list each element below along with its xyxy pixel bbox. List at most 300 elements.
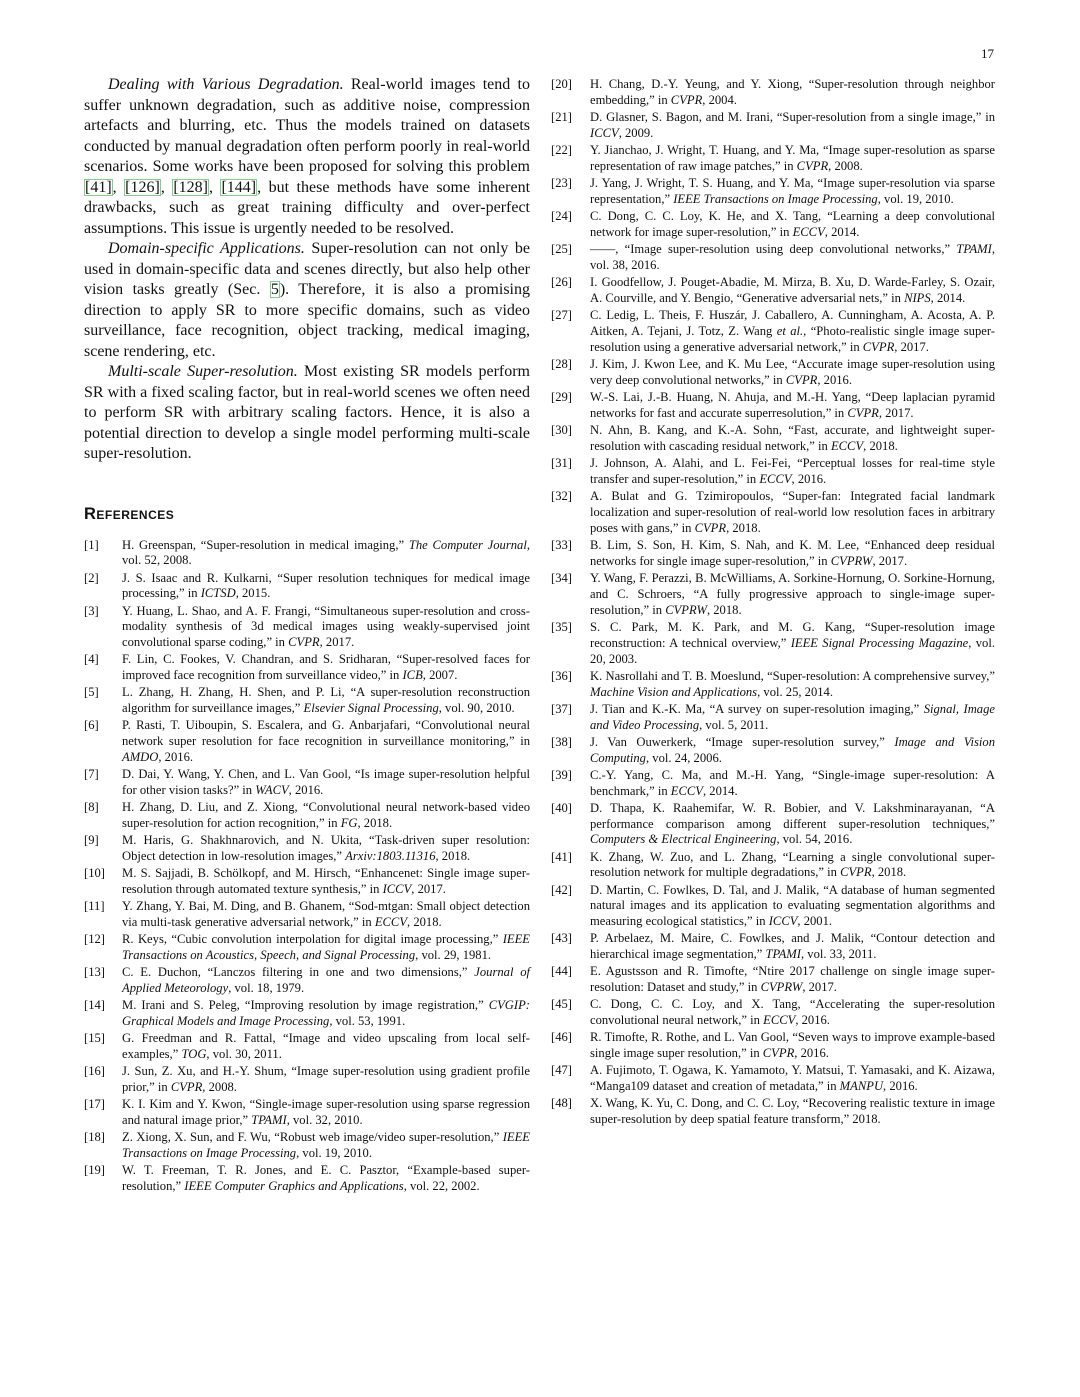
reference-body: , vol. 20, 2003. — [590, 635, 995, 666]
reference-body: Y. Huang, L. Shao, and A. F. Frangi, “Simultaneous super-resolution and cross-modality synthesis of 3d medical images using weakly-supervised joint convolutional sparse coding,” in — [122, 603, 530, 650]
body-paragraph — [84, 75, 530, 239]
reference-text — [122, 1097, 530, 1129]
reference-body: H. Chang, D.-Y. Yeung, and Y. Xiong, “Super-resolution through neighbor embedding,” in — [590, 77, 995, 107]
reference-venue: Machine Vision and Applications — [590, 684, 758, 699]
reference-venue: CVPRW — [830, 553, 873, 568]
reference-body: C.-Y. Yang, C. Ma, and M.-H. Yang, “Single-image super-resolution: A benchmark,” in — [590, 767, 995, 798]
reference-entry — [84, 1163, 530, 1195]
reference-entry — [84, 833, 530, 865]
reference-entry — [551, 390, 995, 422]
reference-body: X. Wang, K. Yu, C. Dong, and C. C. Loy, “Recovering realistic texture in image super-resolution by deep spatial feature transform,” 2018. — [590, 1096, 995, 1127]
reference-entry — [84, 800, 530, 832]
reference-text — [122, 538, 530, 570]
reference-entry — [551, 242, 995, 274]
reference-text — [590, 735, 995, 767]
reference-body: P. Rasti, T. Uiboupin, S. Escalera, and G. Anbarjafari, “Convolutional neural network super resolution for face recognition in surveillance monitoring,” in — [122, 718, 530, 749]
reference-body: , 2017. — [319, 635, 355, 650]
reference-body: , 2016. — [883, 1079, 918, 1094]
reference-text — [590, 110, 995, 142]
reference-text — [590, 997, 995, 1029]
reference-list-right — [551, 77, 995, 1128]
reference-body: Z. Xiong, X. Sun, and F. Wu, “Robust web image/video super-resolution,” — [122, 1130, 503, 1145]
reference-number: [1] — [84, 537, 99, 552]
reference-entry — [551, 931, 995, 963]
reference-venue: CVPR — [862, 339, 895, 354]
reference-venue: IEEE Signal Processing Magazine — [790, 635, 969, 650]
reference-number: [42] — [551, 882, 572, 897]
reference-body: , vol. 32, 2010. — [286, 1113, 363, 1128]
reference-number: [34] — [551, 570, 572, 585]
reference-venue: ICCV — [382, 882, 412, 897]
paragraph-text: Real-world images tend to suffer unknown degradation, such as additive noise, compression artefacts and blurring, etc. Thus the models trained on datasets conducted by manual degradation often perform poorly in real-world scenarios. Some works have been proposed for solving this problem — [84, 76, 530, 175]
reference-number: [5] — [84, 685, 99, 700]
reference-entry — [551, 456, 995, 488]
reference-body: J. Yang, J. Wright, T. S. Huang, and Y. Ma, “Image super-resolution via sparse representation,” — [590, 176, 995, 206]
page-number: 17 — [981, 46, 994, 61]
reference-body: J. Sun, Z. Xu, and H.-Y. Shum, “Image super-resolution using gradient profile prior,” in — [122, 1064, 530, 1095]
reference-venue: AMDO — [122, 750, 159, 765]
reference-number: [40] — [551, 800, 572, 815]
reference-body: Y. Wang, F. Perazzi, B. McWilliams, A. Sorkine-Hornung, O. Sorkine-Hornung, and C. Schroers, “A fully progressive approach to single-image super-resolution,” in — [590, 570, 995, 617]
reference-number: [45] — [551, 997, 572, 1012]
reference-body: , 2008. — [828, 158, 863, 173]
reference-body: , 2016. — [795, 1013, 830, 1028]
reference-text — [122, 1130, 530, 1162]
reference-text — [122, 833, 530, 865]
paragraph-text: , — [208, 178, 221, 196]
reference-entry — [84, 571, 530, 603]
reference-body: , 2014. — [702, 783, 738, 798]
reference-text — [590, 242, 995, 274]
reference-body: , 2016. — [158, 750, 194, 765]
reference-body: , vol. 53, 1991. — [329, 1014, 406, 1029]
reference-entry — [84, 604, 530, 652]
reference-body: , 2016. — [791, 471, 827, 486]
reference-entry — [84, 767, 530, 799]
reference-body: , 2018. — [357, 816, 393, 831]
paragraph-lead: Multi-scale Super-resolution. — [108, 363, 298, 380]
reference-number: [43] — [551, 931, 572, 946]
reference-body: D. Glasner, S. Bagon, and M. Irani, “Super-resolution from a single image,” in — [590, 110, 995, 124]
reference-text — [590, 77, 995, 109]
reference-body: D. Thapa, K. Raahemifar, W. R. Bobier, and V. Lakshminarayanan, “A performance comparison among different super-resolution techniques,” — [590, 800, 995, 831]
reference-entry — [551, 883, 995, 931]
reference-body: , 2017. — [878, 405, 914, 420]
reference-entry — [551, 997, 995, 1029]
reference-venue: CVPR — [796, 158, 829, 173]
reference-venue: Arxiv:1803.11316 — [345, 849, 436, 864]
reference-venue: ICCV — [590, 125, 619, 140]
reference-venue: Journal of Applied Meteorology — [122, 965, 530, 996]
reference-body: W.-S. Lai, J.-B. Huang, N. Ahuja, and M.-H. Yang, “Deep laplacian pyramid networks for fast and accurate superresolution,” in — [590, 389, 995, 420]
reference-text — [590, 1063, 995, 1095]
paragraph-text: , — [112, 178, 125, 196]
reference-body: ——, “Image super-resolution using deep convolutional networks,” — [590, 242, 957, 256]
reference-entry — [84, 1064, 530, 1096]
reference-venue: FG — [340, 816, 358, 831]
reference-venue: CVPR — [694, 520, 727, 535]
reference-number: [9] — [84, 833, 99, 848]
reference-body: , vol. 33, 2011. — [801, 947, 877, 962]
reference-body: , vol. 25, 2014. — [757, 684, 834, 699]
reference-body: C. E. Duchon, “Lanczos filtering in one and two dimensions,” — [122, 965, 475, 980]
reference-venue: The Computer Journal — [408, 537, 527, 552]
reference-number: [26] — [551, 275, 572, 289]
reference-body: , 2016. — [817, 372, 852, 387]
reference-venue: CVGIP: Graphical Models and Image Processing — [122, 998, 530, 1029]
reference-number: [37] — [551, 701, 572, 716]
reference-text — [590, 768, 995, 800]
reference-body: , 2014. — [824, 224, 860, 239]
reference-text — [590, 538, 995, 570]
reference-text — [590, 571, 995, 619]
reference-body: , 2018. — [706, 602, 742, 617]
reference-number: [41] — [551, 849, 572, 864]
reference-number: [3] — [84, 603, 99, 618]
reference-text — [590, 143, 995, 175]
reference-body: , vol. 38, 2016. — [590, 242, 995, 272]
reference-entry — [84, 998, 530, 1030]
reference-venue: ECCV — [763, 1013, 796, 1028]
reference-number: [25] — [551, 242, 572, 256]
paragraph-text: Super-resolution can not only be used in domain-specific data and scenes directly, but also help other vision tasks greatly (Sec. — [84, 240, 531, 298]
reference-text — [122, 899, 530, 931]
reference-venue: TPAMI — [765, 947, 801, 962]
reference-body: , vol. 22, 2002. — [403, 1179, 480, 1194]
reference-venue: CVPRW — [760, 980, 803, 995]
reference-venue: ICB — [402, 668, 423, 683]
reference-text — [590, 883, 995, 931]
reference-body: C. Ledig, L. Theis, F. Huszár, J. Caballero, A. Cunningham, A. Acosta, A. P. Aitken, A. Tejani, J. Totz, Z. Wang — [590, 308, 995, 338]
reference-entry — [84, 1130, 530, 1162]
reference-text — [590, 931, 995, 963]
reference-number: [30] — [551, 422, 572, 437]
reference-venue: CVPR — [785, 372, 818, 387]
reference-number: [6] — [84, 718, 99, 733]
reference-body: , “Photo-realistic single image super-resolution using a generative adversarial network,” in — [590, 323, 995, 354]
reference-entry — [551, 275, 995, 307]
reference-number: [32] — [551, 488, 572, 503]
reference-text — [590, 1030, 995, 1062]
reference-body: R. Timofte, R. Rothe, and L. Van Gool, “Seven ways to improve example-based single image super resolution,” in — [590, 1030, 995, 1061]
reference-body: , 2007. — [422, 668, 458, 683]
reference-entry — [84, 1031, 530, 1063]
reference-text — [590, 489, 995, 537]
reference-body: R. Keys, “Cubic convolution interpolation for digital image processing,” — [122, 932, 503, 947]
reference-venue: ICCV — [768, 914, 798, 929]
reference-entry — [551, 110, 995, 142]
reference-entry — [551, 1030, 995, 1062]
reference-text — [122, 767, 530, 799]
reference-text — [590, 275, 995, 307]
reference-body: , 2016. — [794, 1046, 829, 1061]
reference-venue: ICTSD — [200, 586, 236, 601]
reference-venue: TPAMI — [956, 242, 992, 256]
reference-body: , 2017. — [894, 339, 929, 354]
reference-body: Y. Jianchao, J. Wright, T. Huang, and Y. Ma, “Image super-resolution as sparse representation of raw image patches,” in — [590, 143, 995, 173]
reference-venue: CVPRW — [665, 602, 707, 617]
reference-number: [33] — [551, 537, 572, 552]
reference-number: [38] — [551, 734, 572, 749]
reference-text — [590, 357, 995, 389]
citation-link[interactable]: [41] — [85, 178, 112, 196]
reference-body: , vol. 52, 2008. — [122, 537, 530, 568]
citation-link[interactable]: [144] — [221, 178, 257, 196]
reference-body: , 2004. — [702, 92, 737, 107]
reference-body: D. Dai, Y. Wang, Y. Chen, and L. Van Gool, “Is image super-resolution helpful for other vision tasks?” in — [122, 767, 530, 798]
reference-body: C. Dong, C. C. Loy, and X. Tang, “Accelerating the super-resolution convolutional neural network,” in — [590, 997, 995, 1028]
reference-venue: MANPU — [839, 1079, 884, 1094]
reference-body: S. C. Park, M. K. Park, and M. G. Kang, “Super-resolution image reconstruction: A technical overview,” — [590, 619, 995, 650]
reference-number: [2] — [84, 570, 99, 585]
reference-number: [14] — [84, 998, 105, 1013]
reference-text — [122, 800, 530, 832]
paragraph-lead: Dealing with Various Degradation. — [108, 76, 344, 93]
reference-body: , vol. 19, 2010. — [877, 191, 954, 206]
reference-venue: Computers & Electrical Engineering — [590, 832, 777, 847]
reference-entry — [551, 1096, 995, 1128]
reference-body: , 2018. — [407, 915, 442, 930]
reference-body: Y. Zhang, Y. Bai, M. Ding, and B. Ghanem, “Sod-mtgan: Small object detection via multi-task generative adversarial network,” in — [122, 899, 530, 930]
reference-text — [590, 1096, 995, 1128]
reference-body: J. Kim, J. Kwon Lee, and K. Mu Lee, “Accurate image super-resolution using very deep convolutional networks,” in — [590, 356, 995, 387]
reference-body: , 2001. — [797, 914, 833, 929]
reference-venue: NIPS — [904, 290, 931, 305]
reference-body: , 2015. — [235, 586, 271, 601]
reference-number: [27] — [551, 308, 572, 322]
citation-link[interactable]: [126] — [125, 178, 160, 196]
reference-body: , 2017. — [411, 882, 446, 897]
reference-body: , 2018. — [863, 438, 898, 453]
reference-body: , vol. 18, 1979. — [228, 981, 305, 996]
reference-number: [15] — [84, 1031, 105, 1046]
reference-number: [11] — [84, 899, 105, 914]
reference-number: [7] — [84, 767, 99, 782]
reference-entry — [551, 1063, 995, 1095]
reference-number: [19] — [84, 1163, 105, 1178]
reference-entry — [84, 899, 530, 931]
reference-venue: IEEE Transactions on Image Processing — [673, 191, 878, 206]
paragraph-text: , but these methods have some inherent drawbacks, such as great training difficulty and over-perfect assumptions. This issue is urgently needed to be resolved. — [84, 178, 531, 237]
body-paragraph — [84, 362, 530, 465]
reference-venue: CVPR — [288, 635, 320, 650]
paragraph-text: Most existing SR models perform SR with a fixed scaling factor, but in real-world scenes we often need to perform SR with arbitrary scaling factors. Hence, it is also a potential direction to develop a single model performing multi-scale super-resolution. — [84, 363, 531, 462]
reference-entry — [84, 685, 530, 717]
reference-text — [122, 1031, 530, 1063]
reference-body: W. T. Freeman, T. R. Jones, and E. C. Pasztor, “Example-based super-resolution,” — [122, 1163, 530, 1194]
left-column — [84, 75, 530, 1196]
reference-venue: CVPR — [840, 865, 872, 880]
reference-number: [12] — [84, 932, 105, 947]
reference-text — [590, 390, 995, 422]
reference-number: [20] — [551, 77, 572, 91]
reference-body: L. Zhang, H. Zhang, H. Shen, and P. Li, “A super-resolution reconstruction algorithm for surveillance images,” — [122, 685, 530, 716]
reference-entry — [551, 489, 995, 537]
reference-text — [590, 456, 995, 488]
reference-venue: CVPR — [170, 1080, 203, 1095]
reference-entry — [551, 702, 995, 734]
reference-text — [122, 932, 530, 964]
reference-entry — [551, 538, 995, 570]
reference-text — [590, 850, 995, 882]
reference-venue: ECCV — [374, 915, 408, 930]
reference-entry — [551, 669, 995, 701]
reference-number: [46] — [551, 1030, 572, 1045]
reference-venue: CVPR — [847, 405, 879, 420]
reference-text — [122, 998, 530, 1030]
reference-text — [590, 308, 995, 356]
reference-body: J. Johnson, A. Alahi, and L. Fei-Fei, “Perceptual losses for real-time style transfer and super-resolution,” in — [590, 455, 995, 486]
reference-number: [4] — [84, 652, 99, 667]
reference-venue: CVPR — [670, 92, 703, 107]
reference-number: [36] — [551, 668, 572, 683]
reference-number: [48] — [551, 1096, 572, 1111]
reference-body: M. S. Sajjadi, B. Schölkopf, and M. Hirsch, “Enhancenet: Single image super-resolution through automated texture synthesis,” in — [122, 866, 530, 897]
reference-body: H. Zhang, D. Liu, and Z. Xiong, “Convolutional neural network-based video super-resolution for action recognition,” in — [122, 800, 530, 831]
reference-venue: Image and Vision Computing — [590, 734, 995, 765]
reference-body: K. Nasrollahi and T. B. Moeslund, “Super-resolution: A comprehensive survey,” — [590, 668, 995, 683]
reference-text — [590, 423, 995, 455]
reference-body: J. Tian and K.-K. Ma, “A survey on super-resolution imaging,” — [590, 701, 924, 716]
reference-entry — [551, 209, 995, 241]
reference-body: D. Martin, C. Fowlkes, D. Tal, and J. Malik, “A database of human segmented natural images and its application to evaluating segmentation algorithms and measuring ecological statistics,” in — [590, 882, 995, 929]
reference-body: , 2018. — [435, 849, 471, 864]
reference-entry — [84, 652, 530, 684]
reference-text — [590, 209, 995, 241]
reference-entry — [551, 768, 995, 800]
reference-text — [122, 965, 530, 997]
reference-number: [28] — [551, 356, 572, 371]
reference-text — [122, 685, 530, 717]
reference-entry — [551, 571, 995, 619]
reference-entry — [551, 423, 995, 455]
reference-body: K. I. Kim and Y. Kwon, “Single-image super-resolution using sparse regression and natural image prior,” — [122, 1097, 530, 1128]
reference-entry — [84, 965, 530, 997]
paragraph-text: , — [160, 178, 173, 196]
reference-entry — [551, 143, 995, 175]
reference-entry — [551, 176, 995, 208]
reference-text — [122, 1163, 530, 1195]
reference-body: , 2018. — [726, 520, 761, 535]
reference-body: H. Greenspan, “Super-resolution in medical imaging,” — [122, 537, 409, 552]
reference-venue: ECCV — [759, 471, 792, 486]
reference-entry — [84, 718, 530, 766]
reference-text — [122, 866, 530, 898]
reference-text — [122, 652, 530, 684]
reference-number: [39] — [551, 767, 572, 782]
reference-number: [23] — [551, 176, 572, 190]
reference-body: , vol. 24, 2006. — [645, 750, 722, 765]
reference-number: [29] — [551, 389, 572, 404]
reference-body: E. Agustsson and R. Timofte, “Ntire 2017 challenge on single image super-resolution: Dataset and study,” in — [590, 964, 995, 995]
reference-text — [122, 604, 530, 652]
reference-number: [22] — [551, 143, 572, 157]
reference-entry — [551, 801, 995, 849]
right-column — [551, 77, 995, 1129]
reference-entry — [84, 538, 530, 570]
reference-text — [122, 1064, 530, 1096]
reference-text — [590, 801, 995, 849]
reference-entry — [551, 77, 995, 109]
reference-entry — [84, 932, 530, 964]
reference-body: J. Van Ouwerkerk, “Image super-resolution survey,” — [590, 734, 895, 749]
reference-body: , 2018. — [871, 865, 907, 880]
reference-body: N. Ahn, B. Kang, and K.-A. Sohn, “Fast, accurate, and lightweight super-resolution with cascading residual network,” in — [590, 422, 995, 453]
reference-number: [13] — [84, 965, 105, 980]
reference-venue: ECCV — [792, 224, 825, 239]
reference-text — [590, 620, 995, 668]
reference-entry — [551, 735, 995, 767]
reference-number: [47] — [551, 1063, 572, 1078]
reference-body: , 2009. — [618, 125, 654, 140]
reference-number: [10] — [84, 866, 105, 881]
reference-body: B. Lim, S. Son, H. Kim, S. Nah, and K. M. Lee, “Enhanced deep residual networks for single image super-resolution,” in — [590, 537, 995, 568]
reference-entry — [84, 866, 530, 898]
reference-body: M. Haris, G. Shakhnarovich, and N. Ukita, “Task-driven super resolution: Object detection in low-resolution images,” — [122, 833, 530, 864]
reference-entry — [551, 850, 995, 882]
reference-body: , 2014. — [930, 290, 966, 305]
reference-entry — [551, 620, 995, 668]
reference-body: , vol. 19, 2010. — [296, 1146, 373, 1161]
reference-venue: WACV — [255, 783, 289, 798]
reference-number: [16] — [84, 1064, 105, 1079]
citation-link[interactable]: [128] — [173, 178, 208, 196]
reference-body: C. Dong, C. C. Loy, K. He, and X. Tang, “Learning a deep convolutional network for image super-resolution,” in — [590, 209, 995, 239]
reference-body: F. Lin, C. Fookes, V. Chandran, and S. Sridharan, “Super-resolved faces for improved face recognition from surveillance video,” in — [122, 652, 530, 683]
reference-number: [35] — [551, 619, 572, 634]
reference-venue: IEEE Transactions on Image Processing — [122, 1130, 530, 1161]
reference-entry — [551, 357, 995, 389]
reference-body: , 2017. — [802, 980, 837, 995]
reference-venue: IEEE Computer Graphics and Applications — [184, 1179, 404, 1194]
reference-body: J. S. Isaac and R. Kulkarni, “Super resolution techniques for medical image processing,” in — [122, 570, 530, 601]
reference-venue: Elsevier Signal Processing — [303, 701, 439, 716]
reference-text — [122, 571, 530, 603]
reference-body: , vol. 5, 2011. — [699, 717, 769, 732]
reference-body: , vol. 29, 1981. — [415, 948, 492, 963]
body-text — [84, 75, 530, 465]
reference-text — [122, 718, 530, 766]
reference-body: K. Zhang, W. Zuo, and L. Zhang, “Learning a single convolutional super-resolution network for multiple degradations,” in — [590, 849, 995, 880]
paragraph-text: ). Therefore, it is also a promising direction to apply SR to more specific domains, such as video surveillance, face recognition, object tracking, medical imaging, scene rendering, etc. — [84, 281, 530, 360]
reference-text — [590, 669, 995, 701]
reference-body: A. Fujimoto, T. Ogawa, K. Yamamoto, Y. Matsui, T. Yamasaki, and K. Aizawa, “Manga109 dataset and creation of metadata,” in — [590, 1063, 995, 1094]
reference-venue: Signal, Image and Video Processing — [590, 701, 995, 732]
reference-number: [44] — [551, 964, 572, 979]
reference-text — [590, 176, 995, 208]
citation-link[interactable]: 5 — [270, 281, 279, 298]
reference-body: , 2017. — [872, 553, 908, 568]
reference-body: I. Goodfellow, J. Pouget-Abadie, M. Mirza, B. Xu, D. Warde-Farley, S. Ozair, A. Courville, and Y. Bengio, “Generative adversarial nets,” in — [590, 275, 995, 305]
reference-venue: ECCV — [830, 438, 864, 453]
reference-list-left — [84, 538, 530, 1196]
reference-entry — [551, 308, 995, 356]
paragraph-lead: Domain-specific Applications. — [108, 240, 305, 257]
reference-number: [21] — [551, 110, 572, 124]
reference-number: [17] — [84, 1097, 105, 1112]
reference-body: P. Arbelaez, M. Maire, C. Fowlkes, and J. Malik, “Contour detection and hierarchical image segmentation,” — [590, 931, 995, 962]
reference-venue: TOG — [181, 1047, 207, 1062]
reference-body: , 2016. — [288, 783, 324, 798]
reference-text — [590, 702, 995, 734]
reference-venue: et al. — [776, 323, 804, 338]
reference-body: , vol. 54, 2016. — [776, 832, 853, 847]
reference-entry — [84, 1097, 530, 1129]
body-paragraph — [84, 239, 530, 362]
reference-body: , 2008. — [202, 1080, 237, 1095]
reference-body: G. Freedman and R. Fattal, “Image and video upscaling from local self-examples,” — [122, 1031, 530, 1062]
reference-venue: TPAMI — [251, 1113, 287, 1128]
